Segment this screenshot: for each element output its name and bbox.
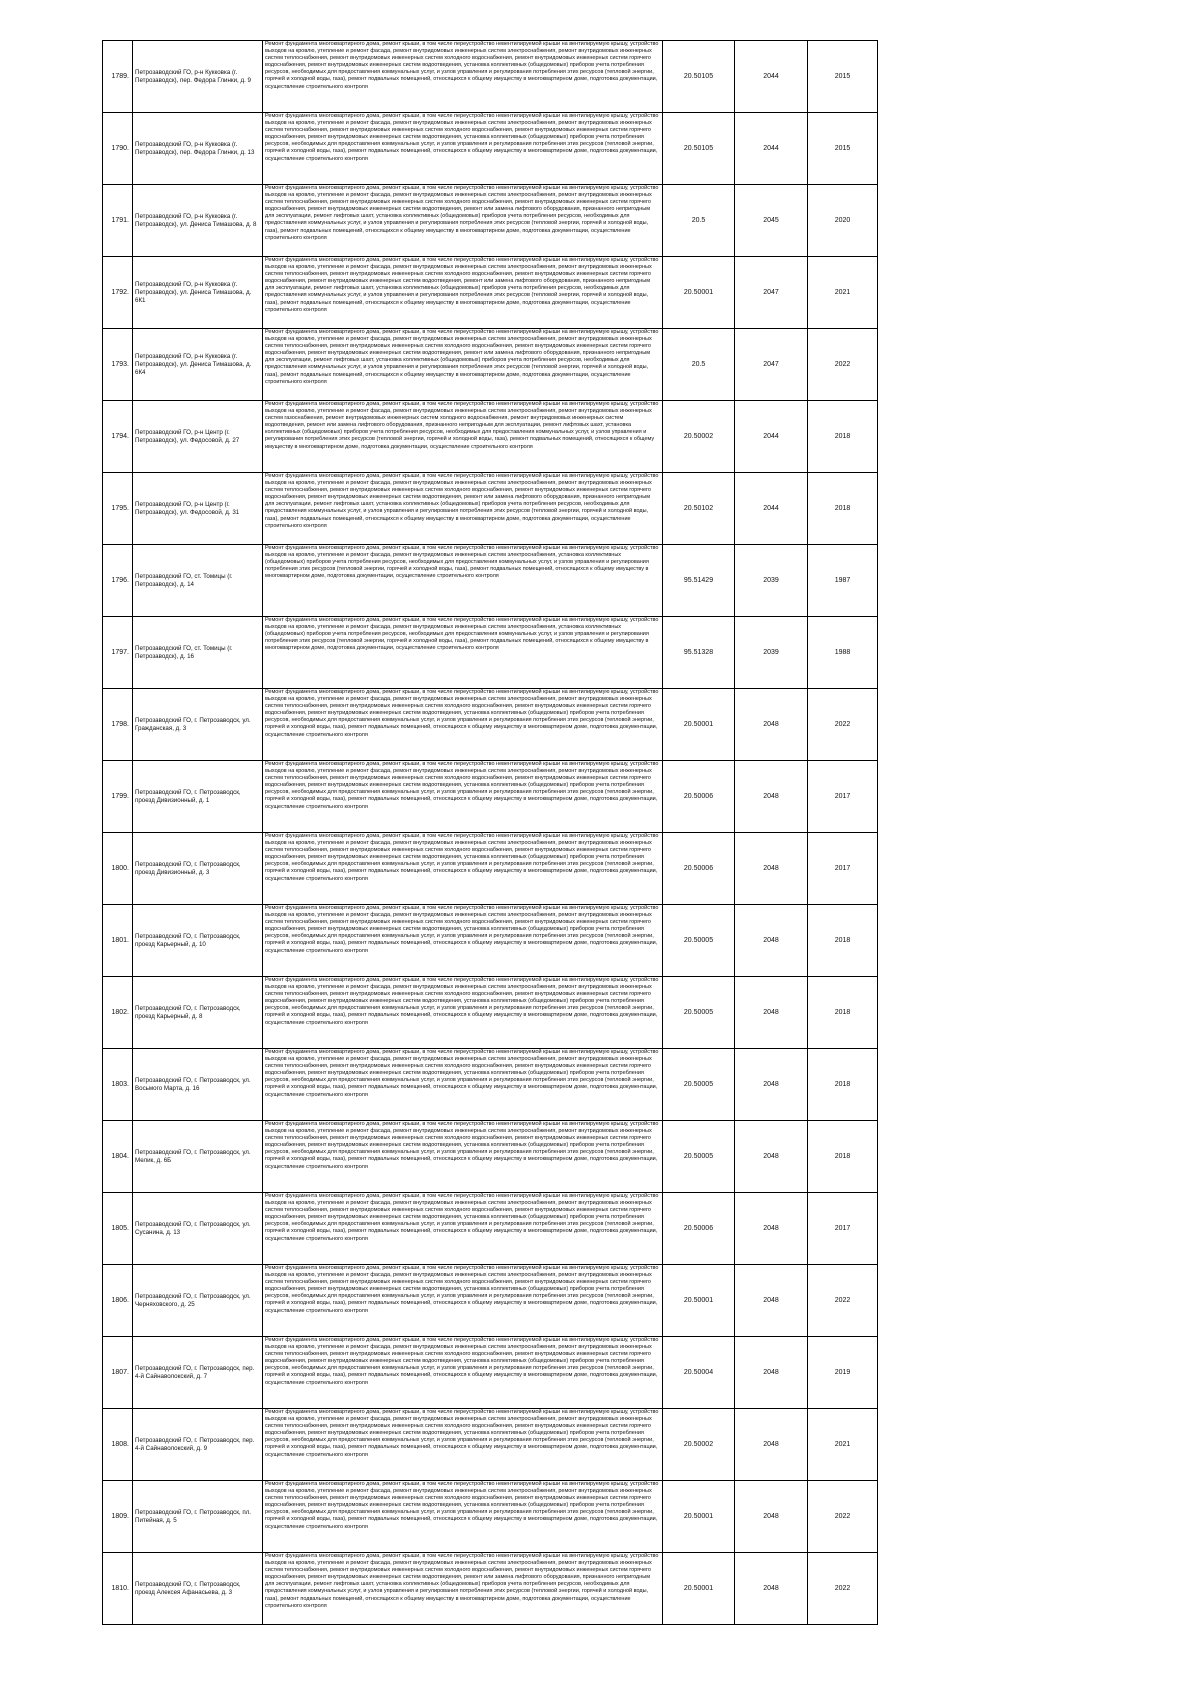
- planned-year-cell: 2048: [735, 833, 808, 905]
- previous-year-cell: 1988: [808, 617, 878, 689]
- previous-year-cell: 2022: [808, 1553, 878, 1625]
- table-row: [103, 1265, 878, 1337]
- cost-cell: 20.50001: [663, 257, 735, 329]
- table-row: [103, 113, 878, 185]
- works-text: Ремонт фундамента многоквартирного дома, ремонт крыши, в том числе переустройство невентилируемой крыши на вентилируемую крышу, устройство выходов на кровлю, утепление и ремонт фасада, ремонт внутридомовых инженерных систем электроснабжения, ремонт внутридомовых инженерных систем теплоснабжения, ремонт внутридомовых инженерных систем холодного водоснабжения, ремонт внутридомовых инженерных систем горячего водоснабжения, ремонт внутридомовых инженерных систем водоотведения, установка коллективных (общедомовых) приборов учета потребления ресурсов, необходимых для предоставления коммунальных услуг, и узлов управления и регулирования потребления этих ресурсов (тепловой энергии, горячей и холодной воды, газа), ремонт подвальных помещений, относящихся к общему имуществу в многоквартирном доме, подготовка документации, осуществление строительного контроля: [265, 1409, 659, 1458]
- previous-year-cell: 2022: [808, 329, 878, 401]
- cost-cell: 20.50005: [663, 1049, 735, 1121]
- address-cell: Петрозаводский ГО, р-н Центр (г. Петрозаводск), ул. Федосовой, д. 31: [133, 473, 263, 545]
- table-row: [103, 1193, 878, 1265]
- address-cell: Петрозаводский ГО, ст. Томицы (г. Петрозаводск), д. 16: [133, 617, 263, 689]
- cost-cell: 20.5: [663, 185, 735, 257]
- cost-cell: 20.50105: [663, 41, 735, 113]
- works-list-cell: [263, 1481, 663, 1553]
- cost-cell: 20.50001: [663, 689, 735, 761]
- cost-cell: 20.50005: [663, 977, 735, 1049]
- row-number-cell: 1791.: [103, 185, 133, 257]
- address-cell: Петрозаводский ГО, р-н Центр (г. Петрозаводск), ул. Федосовой, д. 27: [133, 401, 263, 473]
- works-list-cell: [263, 1409, 663, 1481]
- previous-year-cell: 2018: [808, 1049, 878, 1121]
- planned-year-cell: 2048: [735, 689, 808, 761]
- address-cell: Петрозаводский ГО, г. Петрозаводск, ул. Сусанина, д. 13: [133, 1193, 263, 1265]
- address-cell: Петрозаводский ГО, р-н Кукковка (г. Петрозаводск), ул. Дениса Тимашова, д. 6К4: [133, 329, 263, 401]
- row-number-cell: 1789.: [103, 41, 133, 113]
- works-text: Ремонт фундамента многоквартирного дома, ремонт крыши, в том числе переустройство невентилируемой крыши на вентилируемую крышу, устройство выходов на кровлю, утепление и ремонт фасада, ремонт внутридомовых инженерных систем электроснабжения, ремонт внутридомовых инженерных систем теплоснабжения, ремонт внутридомовых инженерных систем холодного водоснабжения, ремонт внутридомовых инженерных систем горячего водоснабжения, ремонт внутридомовых инженерных систем водоотведения, ремонт или замена лифтового оборудования, признанного непригодным для эксплуатации, ремонт лифтовых шахт, установка коллективных (общедомовых) приборов учета потребления ресурсов, необходимых для предоставления коммунальных услуг, и узлов управления и регулирования потребления этих ресурсов (тепловой энергии, горячей и холодной воды, газа), ремонт подвальных помещений, относящихся к общему имуществу в многоквартирном доме, подготовка документации, осуществление строительного контроля: [265, 257, 659, 313]
- previous-year-cell: 2021: [808, 1409, 878, 1481]
- previous-year-cell: 2022: [808, 689, 878, 761]
- planned-year-cell: 2048: [735, 1193, 808, 1265]
- address-cell: Петрозаводский ГО, г. Петрозаводск, проезд Дивизионный, д. 3: [133, 833, 263, 905]
- planned-year-cell: 2044: [735, 41, 808, 113]
- address-cell: Петрозаводский ГО, г. Петрозаводск, проезд Карьерный, д. 10: [133, 905, 263, 977]
- works-text: Ремонт фундамента многоквартирного дома, ремонт крыши, в том числе переустройство невентилируемой крыши на вентилируемую крышу, устройство выходов на кровлю, утепление и ремонт фасада, ремонт внутридомовых инженерных систем электроснабжения, ремонт внутридомовых инженерных систем теплоснабжения, ремонт внутридомовых инженерных систем холодного водоснабжения, ремонт внутридомовых инженерных систем горячего водоснабжения, ремонт внутридомовых инженерных систем водоотведения, ремонт или замена лифтового оборудования, признанного непригодным для эксплуатации, ремонт лифтовых шахт, установка коллективных (общедомовых) приборов учета потребления ресурсов, необходимых для предоставления коммунальных услуг, и узлов управления и регулирования потребления этих ресурсов (тепловой энергии, горячей и холодной воды, газа), ремонт подвальных помещений, относящихся к общему имуществу в многоквартирном доме, подготовка документации, осуществление строительного контроля: [265, 473, 659, 529]
- planned-year-cell: 2048: [735, 1481, 808, 1553]
- previous-year-cell: 2017: [808, 833, 878, 905]
- table-row: [103, 1409, 878, 1481]
- cost-cell: 20.50001: [663, 1553, 735, 1625]
- address-cell: Петрозаводский ГО, р-н Кукковка (г. Петрозаводск), ул. Дениса Тимашова, д. 8: [133, 185, 263, 257]
- works-list-cell: [263, 689, 663, 761]
- works-list-cell: [263, 113, 663, 185]
- works-text: Ремонт фундамента многоквартирного дома, ремонт крыши, в том числе переустройство невентилируемой крыши на вентилируемую крышу, устройство выходов на кровлю, утепление и ремонт фасада, ремонт внутридомовых инженерных систем электроснабжения, ремонт внутридомовых инженерных систем теплоснабжения, ремонт внутридомовых инженерных систем холодного водоснабжения, ремонт внутридомовых инженерных систем горячего водоснабжения, ремонт внутридомовых инженерных систем водоотведения, установка коллективных (общедомовых) приборов учета потребления ресурсов, необходимых для предоставления коммунальных услуг, и узлов управления и регулирования потребления этих ресурсов (тепловой энергии, горячей и холодной воды, газа), ремонт подвальных помещений, относящихся к общему имуществу в многоквартирном доме, подготовка документации, осуществление строительного контроля: [265, 1049, 659, 1098]
- previous-year-cell: 2020: [808, 185, 878, 257]
- planned-year-cell: 2047: [735, 329, 808, 401]
- works-list-cell: [263, 905, 663, 977]
- address-cell: Петрозаводский ГО, р-н Кукковка (г. Петрозаводск), ул. Дениса Тимашова, д. 6К1: [133, 257, 263, 329]
- table-row: [103, 1121, 878, 1193]
- works-text: Ремонт фундамента многоквартирного дома, ремонт крыши, в том числе переустройство невентилируемой крыши на вентилируемую крышу, устройство выходов на кровлю, утепление и ремонт фасада, ремонт внутридомовых инженерных систем электроснабжения, ремонт внутридомовых инженерных систем теплоснабжения, ремонт внутридомовых инженерных систем холодного водоснабжения, ремонт внутридомовых инженерных систем горячего водоснабжения, ремонт внутридомовых инженерных систем водоотведения, установка коллективных (общедомовых) приборов учета потребления ресурсов, необходимых для предоставления коммунальных услуг, и узлов управления и регулирования потребления этих ресурсов (тепловой энергии, горячей и холодной воды, газа), ремонт подвальных помещений, относящихся к общему имуществу в многоквартирном доме, подготовка документации, осуществление строительного контроля: [265, 977, 659, 1026]
- works-text: Ремонт фундамента многоквартирного дома, ремонт крыши, в том числе переустройство невентилируемой крыши на вентилируемую крышу, устройство выходов на кровлю, утепление и ремонт фасада, ремонт внутридомовых инженерных систем электроснабжения, ремонт внутридомовых инженерных систем теплоснабжения, ремонт внутридомовых инженерных систем холодного водоснабжения, ремонт внутридомовых инженерных систем горячего водоснабжения, ремонт внутридомовых инженерных систем водоотведения, установка коллективных (общедомовых) приборов учета потребления ресурсов, необходимых для предоставления коммунальных услуг, и узлов управления и регулирования потребления этих ресурсов (тепловой энергии, горячей и холодной воды, газа), ремонт подвальных помещений, относящихся к общему имуществу в многоквартирном доме, подготовка документации, осуществление строительного контроля: [265, 1481, 659, 1530]
- row-number-cell: 1802.: [103, 977, 133, 1049]
- previous-year-cell: 2017: [808, 1193, 878, 1265]
- table-row: [103, 1481, 878, 1553]
- row-number-cell: 1804.: [103, 1121, 133, 1193]
- row-number-cell: 1792.: [103, 257, 133, 329]
- works-list-cell: [263, 833, 663, 905]
- works-list-cell: [263, 1049, 663, 1121]
- address-cell: Петрозаводский ГО, г. Петрозаводск, ул. Черняховского, д. 25: [133, 1265, 263, 1337]
- works-text: Ремонт фундамента многоквартирного дома, ремонт крыши, в том числе переустройство невентилируемой крыши на вентилируемую крышу, устройство выходов на кровлю, утепление и ремонт фасада, ремонт внутридомовых инженерных систем электроснабжения, ремонт внутридомовых инженерных систем теплоснабжения, ремонт внутридомовых инженерных систем холодного водоснабжения, ремонт внутридомовых инженерных систем горячего водоснабжения, ремонт внутридомовых инженерных систем водоотведения, установка коллективных (общедомовых) приборов учета потребления ресурсов, необходимых для предоставления коммунальных услуг, и узлов управления и регулирования потребления этих ресурсов (тепловой энергии, горячей и холодной воды, газа), ремонт подвальных помещений, относящихся к общему имуществу в многоквартирном доме, подготовка документации, осуществление строительного контроля: [265, 113, 659, 162]
- table-row: [103, 1553, 878, 1625]
- previous-year-cell: 2015: [808, 113, 878, 185]
- previous-year-cell: 2019: [808, 1337, 878, 1409]
- address-cell: Петрозаводский ГО, г. Петрозаводск, пл. Питейная, д. 5: [133, 1481, 263, 1553]
- address-cell: Петрозаводский ГО, г. Петрозаводск, проезд Дивизионный, д. 1: [133, 761, 263, 833]
- works-list-cell: [263, 1193, 663, 1265]
- table-row: [103, 473, 878, 545]
- table-row: [103, 401, 878, 473]
- address-cell: Петрозаводский ГО, г. Петрозаводск, ул. Восьмого Марта, д. 16: [133, 1049, 263, 1121]
- planned-year-cell: 2039: [735, 545, 808, 617]
- address-cell: Петрозаводский ГО, г. Петрозаводск, пер. 4-й Сайнаволокский, д. 9: [133, 1409, 263, 1481]
- row-number-cell: 1809.: [103, 1481, 133, 1553]
- row-number-cell: 1796.: [103, 545, 133, 617]
- table-row: [103, 977, 878, 1049]
- address-cell: Петрозаводский ГО, ст. Томицы (г. Петрозаводск), д. 14: [133, 545, 263, 617]
- works-text: Ремонт фундамента многоквартирного дома, ремонт крыши, в том числе переустройство невентилируемой крыши на вентилируемую крышу, устройство выходов на кровлю, утепление и ремонт фасада, ремонт внутридомовых инженерных систем электроснабжения, ремонт внутридомовых инженерных систем теплоснабжения, ремонт внутридомовых инженерных систем холодного водоснабжения, ремонт внутридомовых инженерных систем горячего водоснабжения, ремонт внутридомовых инженерных систем водоотведения, установка коллективных (общедомовых) приборов учета потребления ресурсов, необходимых для предоставления коммунальных услуг, и узлов управления и регулирования потребления этих ресурсов (тепловой энергии, горячей и холодной воды, газа), ремонт подвальных помещений, относящихся к общему имуществу в многоквартирном доме, подготовка документации, осуществление строительного контроля: [265, 761, 659, 810]
- works-text: Ремонт фундамента многоквартирного дома, ремонт крыши, в том числе переустройство невентилируемой крыши на вентилируемую крышу, устройство выходов на кровлю, утепление и ремонт фасада, ремонт внутридомовых инженерных систем электроснабжения, ремонт внутридомовых инженерных систем газоснабжения, ремонт внутридомовых инженерных систем холодного водоснабжения, ремонт внутридомовых инженерных систем водоотведения, ремонт или замена лифтового оборудования, признанного непригодным для эксплуатации, ремонт лифтовых шахт, установка коллективных (общедомовых) приборов учета потребления ресурсов, необходимых для предоставления коммунальных услуг, и узлов управления и регулирования потребления этих ресурсов (тепловой энергии, горячей и холодной воды, газа), ремонт подвальных помещений, относящихся к общему имуществу в многоквартирном доме, подготовка документации, осуществление строительного контроля: [265, 401, 659, 450]
- table-row: [103, 833, 878, 905]
- table-row: [103, 905, 878, 977]
- works-list-cell: [263, 977, 663, 1049]
- table-row: [103, 185, 878, 257]
- works-text: Ремонт фундамента многоквартирного дома, ремонт крыши, в том числе переустройство невентилируемой крыши на вентилируемую крышу, устройство выходов на кровлю, утепление и ремонт фасада, ремонт внутридомовых инженерных систем электроснабжения, установка коллективных (общедомовых) приборов учета потребления ресурсов, необходимых для предоставления коммунальных услуг, и узлов управления и регулирования потребления этих ресурсов (тепловой энергии, горячей и холодной воды, газа), ремонт подвальных помещений, относящихся к общему имуществу в многоквартирном доме, подготовка документации, осуществление строительного контроля: [265, 545, 659, 580]
- planned-year-cell: 2039: [735, 617, 808, 689]
- planned-year-cell: 2048: [735, 1265, 808, 1337]
- previous-year-cell: 2018: [808, 977, 878, 1049]
- works-text: Ремонт фундамента многоквартирного дома, ремонт крыши, в том числе переустройство невентилируемой крыши на вентилируемую крышу, устройство выходов на кровлю, утепление и ремонт фасада, ремонт внутридомовых инженерных систем электроснабжения, ремонт внутридомовых инженерных систем теплоснабжения, ремонт внутридомовых инженерных систем холодного водоснабжения, ремонт внутридомовых инженерных систем горячего водоснабжения, ремонт внутридомовых инженерных систем водоотведения, ремонт или замена лифтового оборудования, признанного непригодным для эксплуатации, ремонт лифтовых шахт, установка коллективных (общедомовых) приборов учета потребления ресурсов, необходимых для предоставления коммунальных услуг, и узлов управления и регулирования потребления этих ресурсов (тепловой энергии, горячей и холодной воды, газа), ремонт подвальных помещений, относящихся к общему имуществу в многоквартирном доме, подготовка документации, осуществление строительного контроля: [265, 1553, 659, 1609]
- row-number-cell: 1795.: [103, 473, 133, 545]
- table-row: [103, 545, 878, 617]
- works-list-cell: [263, 1337, 663, 1409]
- previous-year-cell: 2018: [808, 473, 878, 545]
- previous-year-cell: 2018: [808, 905, 878, 977]
- planned-year-cell: 2047: [735, 257, 808, 329]
- row-number-cell: 1803.: [103, 1049, 133, 1121]
- address-cell: Петрозаводский ГО, р-н Кукковка (г. Петрозаводск), пер. Федора Глинки, д. 13: [133, 113, 263, 185]
- cost-cell: 20.5: [663, 329, 735, 401]
- table-row: [103, 41, 878, 113]
- previous-year-cell: 2021: [808, 257, 878, 329]
- row-number-cell: 1798.: [103, 689, 133, 761]
- row-number-cell: 1810.: [103, 1553, 133, 1625]
- cost-cell: 20.50005: [663, 1121, 735, 1193]
- row-number-cell: 1806.: [103, 1265, 133, 1337]
- planned-year-cell: 2044: [735, 113, 808, 185]
- row-number-cell: 1793.: [103, 329, 133, 401]
- works-list-cell: [263, 41, 663, 113]
- table-row: [103, 761, 878, 833]
- table-row: [103, 617, 878, 689]
- planned-year-cell: 2048: [735, 1553, 808, 1625]
- planned-year-cell: 2048: [735, 1337, 808, 1409]
- cost-cell: 95.51328: [663, 617, 735, 689]
- previous-year-cell: 2022: [808, 1265, 878, 1337]
- previous-year-cell: 1987: [808, 545, 878, 617]
- planned-year-cell: 2044: [735, 473, 808, 545]
- table-row: [103, 257, 878, 329]
- cost-cell: 20.50004: [663, 1337, 735, 1409]
- table-row: [103, 689, 878, 761]
- cost-cell: 20.50002: [663, 1409, 735, 1481]
- works-list-cell: [263, 761, 663, 833]
- works-list-cell: [263, 1553, 663, 1625]
- planned-year-cell: 2048: [735, 1049, 808, 1121]
- planned-year-cell: 2048: [735, 761, 808, 833]
- cost-cell: 20.50001: [663, 1481, 735, 1553]
- table-row: [103, 1049, 878, 1121]
- works-text: Ремонт фундамента многоквартирного дома, ремонт крыши, в том числе переустройство невентилируемой крыши на вентилируемую крышу, устройство выходов на кровлю, утепление и ремонт фасада, ремонт внутридомовых инженерных систем электроснабжения, ремонт внутридомовых инженерных систем теплоснабжения, ремонт внутридомовых инженерных систем холодного водоснабжения, ремонт внутридомовых инженерных систем горячего водоснабжения, ремонт внутридомовых инженерных систем водоотведения, ремонт или замена лифтового оборудования, признанного непригодным для эксплуатации, ремонт лифтовых шахт, установка коллективных (общедомовых) приборов учета потребления ресурсов, необходимых для предоставления коммунальных услуг, и узлов управления и регулирования потребления этих ресурсов (тепловой энергии, горячей и холодной воды, газа), ремонт подвальных помещений, относящихся к общему имуществу в многоквартирном доме, подготовка документации, осуществление строительного контроля: [265, 329, 659, 385]
- address-cell: Петрозаводский ГО, г. Петрозаводск, ул. Гражданская, д. 3: [133, 689, 263, 761]
- works-text: Ремонт фундамента многоквартирного дома, ремонт крыши, в том числе переустройство невентилируемой крыши на вентилируемую крышу, устройство выходов на кровлю, утепление и ремонт фасада, ремонт внутридомовых инженерных систем электроснабжения, ремонт внутридомовых инженерных систем теплоснабжения, ремонт внутридомовых инженерных систем холодного водоснабжения, ремонт внутридомовых инженерных систем горячего водоснабжения, ремонт внутридомовых инженерных систем водоотведения, установка коллективных (общедомовых) приборов учета потребления ресурсов, необходимых для предоставления коммунальных услуг, и узлов управления и регулирования потребления этих ресурсов (тепловой энергии, горячей и холодной воды, газа), ремонт подвальных помещений, относящихся к общему имуществу в многоквартирном доме, подготовка документации, осуществление строительного контроля: [265, 1265, 659, 1314]
- works-text: Ремонт фундамента многоквартирного дома, ремонт крыши, в том числе переустройство невентилируемой крыши на вентилируемую крышу, устройство выходов на кровлю, утепление и ремонт фасада, ремонт внутридомовых инженерных систем электроснабжения, ремонт внутридомовых инженерных систем теплоснабжения, ремонт внутридомовых инженерных систем холодного водоснабжения, ремонт внутридомовых инженерных систем горячего водоснабжения, ремонт внутридомовых инженерных систем водоотведения, установка коллективных (общедомовых) приборов учета потребления ресурсов, необходимых для предоставления коммунальных услуг, и узлов управления и регулирования потребления этих ресурсов (тепловой энергии, горячей и холодной воды, газа), ремонт подвальных помещений, относящихся к общему имуществу в многоквартирном доме, подготовка документации, осуществление строительного контроля: [265, 833, 659, 882]
- works-list-cell: [263, 401, 663, 473]
- works-list-cell: [263, 1121, 663, 1193]
- row-number-cell: 1808.: [103, 1409, 133, 1481]
- previous-year-cell: 2018: [808, 401, 878, 473]
- address-cell: Петрозаводский ГО, г. Петрозаводск, пер. 4-й Сайнаволокский, д. 7: [133, 1337, 263, 1409]
- row-number-cell: 1805.: [103, 1193, 133, 1265]
- planned-year-cell: 2045: [735, 185, 808, 257]
- cost-cell: 20.50006: [663, 1193, 735, 1265]
- cost-cell: 20.50002: [663, 401, 735, 473]
- works-text: Ремонт фундамента многоквартирного дома, ремонт крыши, в том числе переустройство невентилируемой крыши на вентилируемую крышу, устройство выходов на кровлю, утепление и ремонт фасада, ремонт внутридомовых инженерных систем электроснабжения, ремонт внутридомовых инженерных систем теплоснабжения, ремонт внутридомовых инженерных систем холодного водоснабжения, ремонт внутридомовых инженерных систем горячего водоснабжения, ремонт внутридомовых инженерных систем водоотведения, установка коллективных (общедомовых) приборов учета потребления ресурсов, необходимых для предоставления коммунальных услуг, и узлов управления и регулирования потребления этих ресурсов (тепловой энергии, горячей и холодной воды, газа), ремонт подвальных помещений, относящихся к общему имуществу в многоквартирном доме, подготовка документации, осуществление строительного контроля: [265, 41, 659, 90]
- row-number-cell: 1797.: [103, 617, 133, 689]
- cost-cell: 20.50006: [663, 833, 735, 905]
- works-text: Ремонт фундамента многоквартирного дома, ремонт крыши, в том числе переустройство невентилируемой крыши на вентилируемую крышу, устройство выходов на кровлю, утепление и ремонт фасада, ремонт внутридомовых инженерных систем электроснабжения, ремонт внутридомовых инженерных систем теплоснабжения, ремонт внутридомовых инженерных систем холодного водоснабжения, ремонт внутридомовых инженерных систем горячего водоснабжения, ремонт внутридомовых инженерных систем водоотведения, установка коллективных (общедомовых) приборов учета потребления ресурсов, необходимых для предоставления коммунальных услуг, и узлов управления и регулирования потребления этих ресурсов (тепловой энергии, горячей и холодной воды, газа), ремонт подвальных помещений, относящихся к общему имуществу в многоквартирном доме, подготовка документации, осуществление строительного контроля: [265, 689, 659, 738]
- works-text: Ремонт фундамента многоквартирного дома, ремонт крыши, в том числе переустройство невентилируемой крыши на вентилируемую крышу, устройство выходов на кровлю, утепление и ремонт фасада, ремонт внутридомовых инженерных систем электроснабжения, ремонт внутридомовых инженерных систем теплоснабжения, ремонт внутридомовых инженерных систем холодного водоснабжения, ремонт внутридомовых инженерных систем горячего водоснабжения, ремонт внутридомовых инженерных систем водоотведения, установка коллективных (общедомовых) приборов учета потребления ресурсов, необходимых для предоставления коммунальных услуг, и узлов управления и регулирования потребления этих ресурсов (тепловой энергии, горячей и холодной воды, газа), ремонт подвальных помещений, относящихся к общему имуществу в многоквартирном доме, подготовка документации, осуществление строительного контроля: [265, 905, 659, 954]
- works-text: Ремонт фундамента многоквартирного дома, ремонт крыши, в том числе переустройство невентилируемой крыши на вентилируемую крышу, устройство выходов на кровлю, утепление и ремонт фасада, ремонт внутридомовых инженерных систем электроснабжения, ремонт внутридомовых инженерных систем теплоснабжения, ремонт внутридомовых инженерных систем холодного водоснабжения, ремонт внутридомовых инженерных систем горячего водоснабжения, ремонт внутридомовых инженерных систем водоотведения, установка коллективных (общедомовых) приборов учета потребления ресурсов, необходимых для предоставления коммунальных услуг, и узлов управления и регулирования потребления этих ресурсов (тепловой энергии, горячей и холодной воды, газа), ремонт подвальных помещений, относящихся к общему имуществу в многоквартирном доме, подготовка документации, осуществление строительного контроля: [265, 1193, 659, 1242]
- cost-cell: 20.50005: [663, 905, 735, 977]
- works-text: Ремонт фундамента многоквартирного дома, ремонт крыши, в том числе переустройство невентилируемой крыши на вентилируемую крышу, устройство выходов на кровлю, утепление и ремонт фасада, ремонт внутридомовых инженерных систем электроснабжения, установка коллективных (общедомовых) приборов учета потребления ресурсов, необходимых для предоставления коммунальных услуг, и узлов управления и регулирования потребления этих ресурсов (тепловой энергии, горячей и холодной воды, газа), ремонт подвальных помещений, относящихся к общему имуществу в многоквартирном доме, подготовка документации, осуществление строительного контроля: [265, 617, 659, 652]
- address-cell: Петрозаводский ГО, г. Петрозаводск, проезд Карьерный, д. 8: [133, 977, 263, 1049]
- cost-cell: 20.50105: [663, 113, 735, 185]
- cost-cell: 20.50001: [663, 1265, 735, 1337]
- capital-repair-table: [102, 40, 878, 1625]
- works-list-cell: [263, 329, 663, 401]
- planned-year-cell: 2048: [735, 1121, 808, 1193]
- works-list-cell: [263, 545, 663, 617]
- previous-year-cell: 2017: [808, 761, 878, 833]
- works-list-cell: [263, 1265, 663, 1337]
- planned-year-cell: 2048: [735, 905, 808, 977]
- works-text: Ремонт фундамента многоквартирного дома, ремонт крыши, в том числе переустройство невентилируемой крыши на вентилируемую крышу, устройство выходов на кровлю, утепление и ремонт фасада, ремонт внутридомовых инженерных систем электроснабжения, ремонт внутридомовых инженерных систем теплоснабжения, ремонт внутридомовых инженерных систем холодного водоснабжения, ремонт внутридомовых инженерных систем горячего водоснабжения, ремонт внутридомовых инженерных систем водоотведения, установка коллективных (общедомовых) приборов учета потребления ресурсов, необходимых для предоставления коммунальных услуг, и узлов управления и регулирования потребления этих ресурсов (тепловой энергии, горячей и холодной воды, газа), ремонт подвальных помещений, относящихся к общему имуществу в многоквартирном доме, подготовка документации, осуществление строительного контроля: [265, 1121, 659, 1170]
- previous-year-cell: 2018: [808, 1121, 878, 1193]
- address-cell: Петрозаводский ГО, г. Петрозаводск, ул. Мелик, д. 6Б: [133, 1121, 263, 1193]
- row-number-cell: 1807.: [103, 1337, 133, 1409]
- works-list-cell: [263, 185, 663, 257]
- planned-year-cell: 2044: [735, 401, 808, 473]
- row-number-cell: 1794.: [103, 401, 133, 473]
- cost-cell: 20.50006: [663, 761, 735, 833]
- address-cell: Петрозаводский ГО, г. Петрозаводск, проезд Алексея Афанасьева, д. 3: [133, 1553, 263, 1625]
- row-number-cell: 1800.: [103, 833, 133, 905]
- cost-cell: 20.50102: [663, 473, 735, 545]
- planned-year-cell: 2048: [735, 1409, 808, 1481]
- table-row: [103, 329, 878, 401]
- previous-year-cell: 2015: [808, 41, 878, 113]
- table-row: [103, 1337, 878, 1409]
- row-number-cell: 1790.: [103, 113, 133, 185]
- planned-year-cell: 2048: [735, 977, 808, 1049]
- cost-cell: 95.51429: [663, 545, 735, 617]
- works-list-cell: [263, 257, 663, 329]
- works-list-cell: [263, 473, 663, 545]
- address-cell: Петрозаводский ГО, р-н Кукковка (г. Петрозаводск), пер. Федора Глинки, д. 9: [133, 41, 263, 113]
- table-body: [103, 41, 878, 1625]
- works-text: Ремонт фундамента многоквартирного дома, ремонт крыши, в том числе переустройство невентилируемой крыши на вентилируемую крышу, устройство выходов на кровлю, утепление и ремонт фасада, ремонт внутридомовых инженерных систем электроснабжения, ремонт внутридомовых инженерных систем теплоснабжения, ремонт внутридомовых инженерных систем холодного водоснабжения, ремонт внутридомовых инженерных систем горячего водоснабжения, ремонт внутридомовых инженерных систем водоотведения, ремонт или замена лифтового оборудования, признанного непригодным для эксплуатации, ремонт лифтовых шахт, установка коллективных (общедомовых) приборов учета потребления ресурсов, необходимых для предоставления коммунальных услуг, и узлов управления и регулирования потребления этих ресурсов (тепловой энергии, горячей и холодной воды, газа), ремонт подвальных помещений, относящихся к общему имуществу в многоквартирном доме, подготовка документации, осуществление строительного контроля: [265, 185, 659, 241]
- works-text: Ремонт фундамента многоквартирного дома, ремонт крыши, в том числе переустройство невентилируемой крыши на вентилируемую крышу, устройство выходов на кровлю, утепление и ремонт фасада, ремонт внутридомовых инженерных систем электроснабжения, ремонт внутридомовых инженерных систем теплоснабжения, ремонт внутридомовых инженерных систем холодного водоснабжения, ремонт внутридомовых инженерных систем горячего водоснабжения, ремонт внутридомовых инженерных систем водоотведения, установка коллективных (общедомовых) приборов учета потребления ресурсов, необходимых для предоставления коммунальных услуг, и узлов управления и регулирования потребления этих ресурсов (тепловой энергии, горячей и холодной воды, газа), ремонт подвальных помещений, относящихся к общему имуществу в многоквартирном доме, подготовка документации, осуществление строительного контроля: [265, 1337, 659, 1386]
- previous-year-cell: 2022: [808, 1481, 878, 1553]
- works-list-cell: [263, 617, 663, 689]
- row-number-cell: 1799.: [103, 761, 133, 833]
- row-number-cell: 1801.: [103, 905, 133, 977]
